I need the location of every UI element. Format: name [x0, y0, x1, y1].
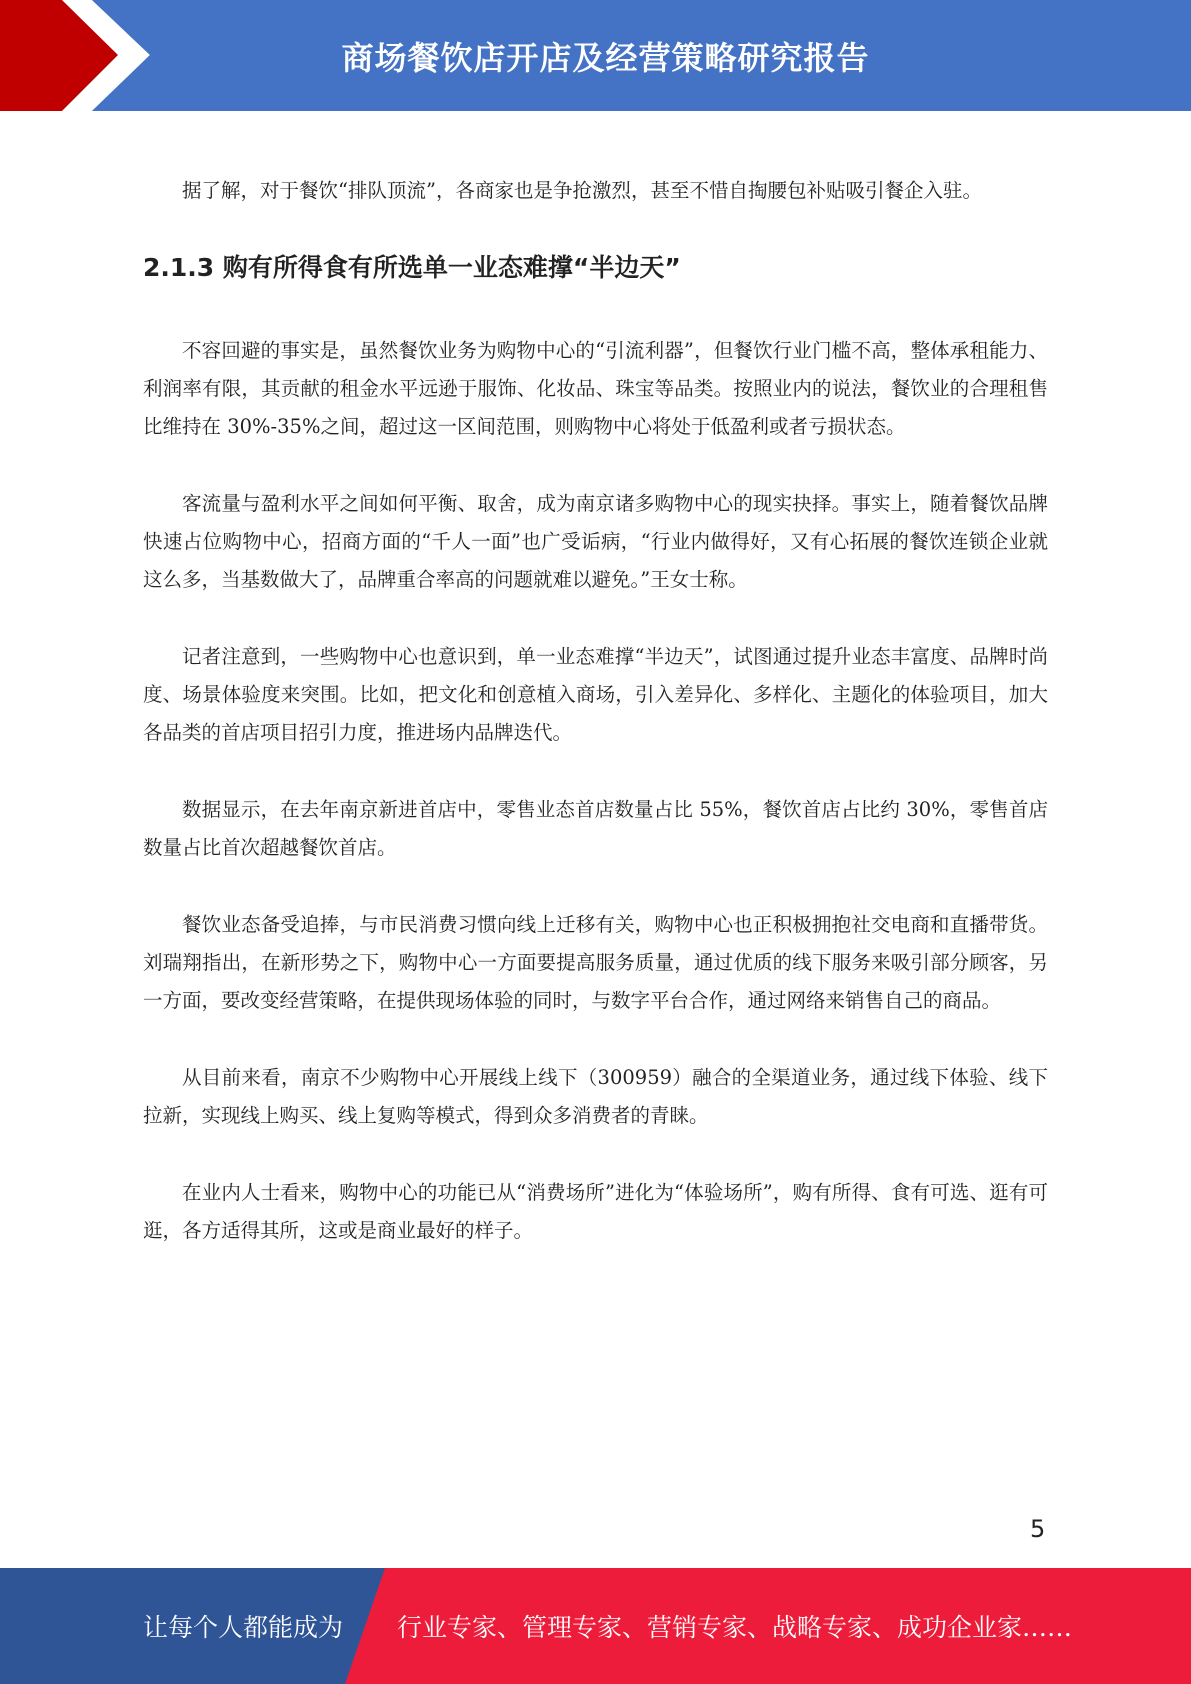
body-paragraph: 在业内人士看来，购物中心的功能已从“消费场所”进化为“体验场所”，购有所得、食有可选、逛有可逛，各方适得其所，这或是商业最好的样子。	[143, 1181, 1048, 1242]
document-body	[143, 172, 1048, 1250]
header-arrow-decoration	[0, 0, 160, 111]
body-paragraph: 餐饮业态备受追捧，与市民消费习惯向线上迁移有关，购物中心也正积极拥抱社交电商和直播带货。刘瑞翔指出，在新形势之下，购物中心一方面要提高服务质量，通过优质的线下服务来吸引部分顾客，另一方面，要改变经营策略，在提供现场体验的同时，与数字平台合作，通过网络来销售自己的商品。	[143, 913, 1048, 1012]
footer-bar	[0, 1568, 1191, 1684]
section-heading: 2.1.3 购有所得食有所选单一业态难撑“半边天”	[143, 253, 681, 282]
body-paragraph: 数据显示，在去年南京新进首店中，零售业态首店数量占比 55%，餐饮首店占比约 30%，零售首店数量占比首次超越餐饮首店。	[143, 798, 1048, 859]
footer-slogan-right: 行业专家、管理专家、营销专家、战略专家、成功企业家……	[397, 1613, 1073, 1642]
body-paragraph: 不容回避的事实是，虽然餐饮业务为购物中心的“引流利器”，但餐饮行业门槛不高，整体承租能力、利润率有限，其贡献的租金水平远逊于服饰、化妆品、珠宝等品类。按照业内的说法，餐饮业的合理租售比维持在 30%-35%之间，超过这一区间范围，则购物中心将处于低盈利或者亏损状态。	[143, 339, 1048, 438]
body-paragraph: 从目前来看，南京不少购物中心开展线上线下（300959）融合的全渠道业务，通过线下体验、线下拉新，实现线上购买、线上复购等模式，得到众多消费者的青睐。	[143, 1066, 1048, 1127]
body-paragraph: 记者注意到，一些购物中心也意识到，单一业态难撑“半边天”，试图通过提升业态丰富度、品牌时尚度、场景体验度来突围。比如，把文化和创意植入商场，引入差异化、多样化、主题化的体验项目，加大各品类的首店项目招引力度，推进场内品牌迭代。	[143, 645, 1048, 744]
header-bar	[0, 0, 1191, 111]
body-paragraph: 客流量与盈利水平之间如何平衡、取舍，成为南京诸多购物中心的现实抉择。事实上，随着餐饮品牌快速占位购物中心，招商方面的“千人一面”也广受诟病，“行业内做得好，又有心拓展的餐饮连锁企业就这么多，当基数做大了，品牌重合率高的问题就难以避免。”王女士称。	[143, 492, 1048, 591]
page-number: 5	[1030, 1515, 1046, 1543]
intro-paragraph: 据了解，对于餐饮“排队顶流”，各商家也是争抢激烈，甚至不惜自掏腰包补贴吸引餐企入驻。	[182, 179, 982, 202]
document-title: 商场餐饮店开店及经营策略研究报告	[341, 38, 870, 77]
footer-slogan-left: 让每个人都能成为	[143, 1613, 344, 1642]
